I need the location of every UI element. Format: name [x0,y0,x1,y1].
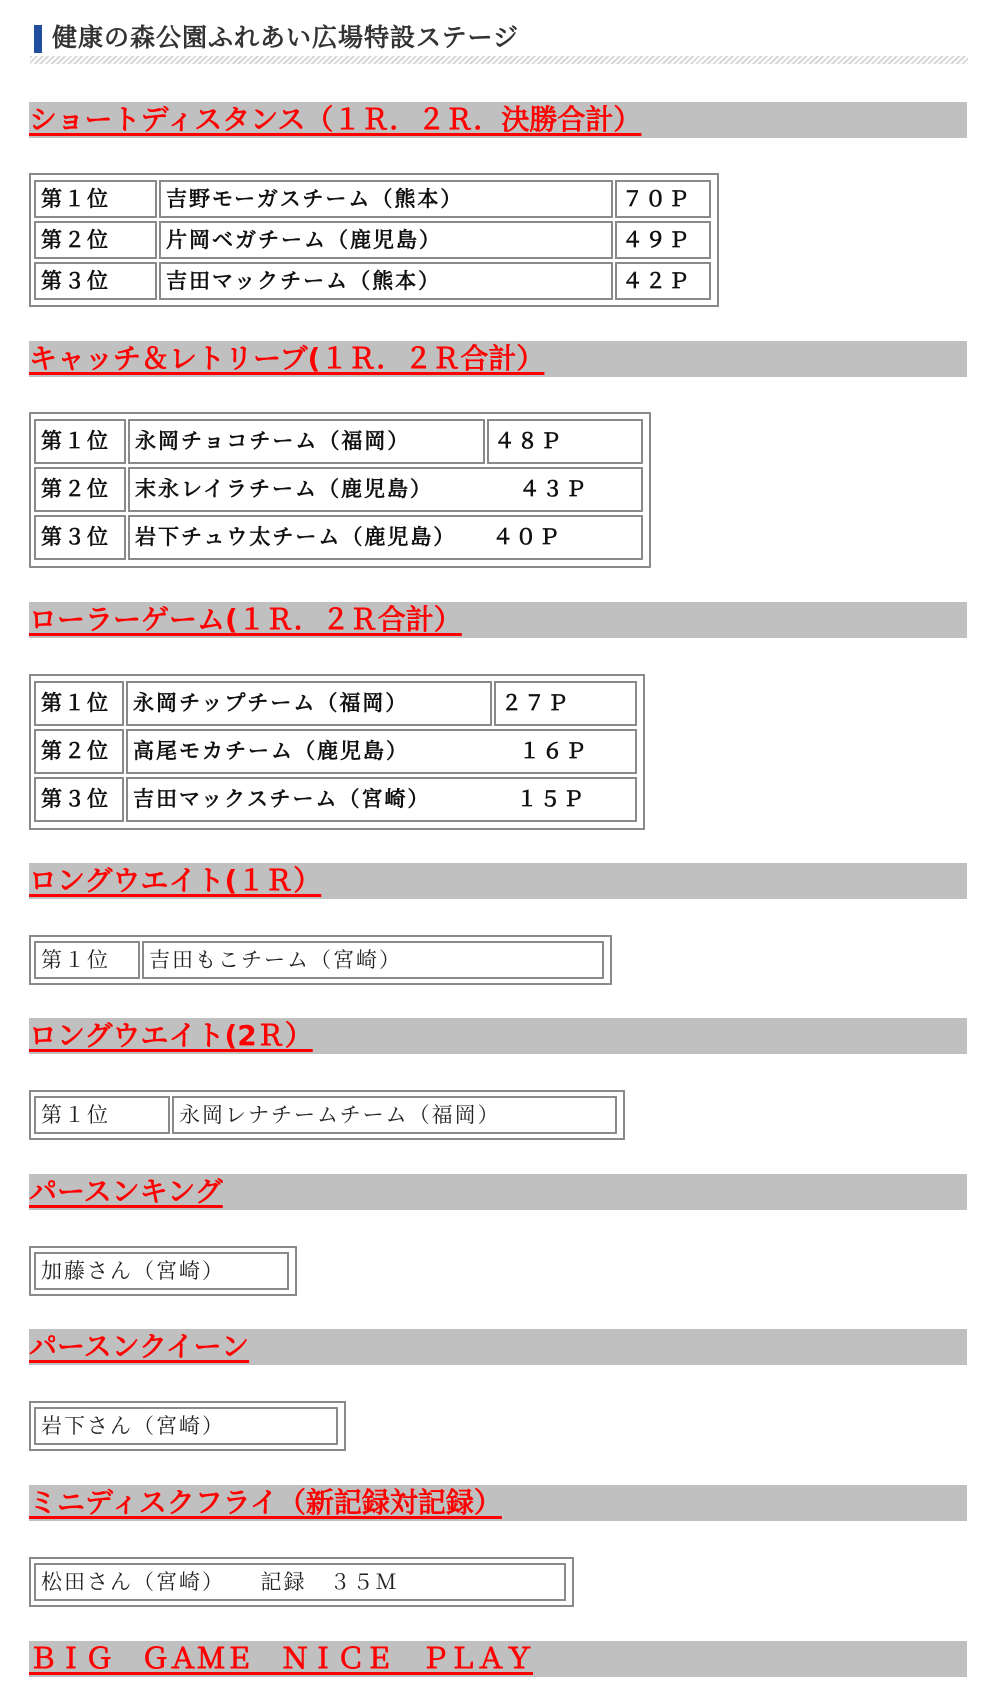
rank-cell: 第１位 [34,941,140,979]
results-table-roller-game [29,674,645,830]
team-name: 高尾モカチーム（鹿児島） [133,739,409,763]
rank-cell: 第１位 [34,681,124,726]
results-table-person-queen [29,1401,346,1451]
section-heading-short-distance [29,102,967,138]
section-heading-text[interactable]: ロングウエイト(１Ｒ） [29,864,322,897]
results-table-mini-disc-fly [29,1557,574,1607]
rank-cell: 第１位 [34,419,126,464]
rank-cell: 第３位 [34,515,126,560]
team-cell [126,777,637,822]
team-name: 岩下チュウ太チーム（鹿児島） [135,525,457,549]
team-cell: 永岡レナチームチーム（福岡） [172,1096,617,1134]
section-heading-mini-disc-fly [29,1485,967,1521]
results-table-long-wait-1r [29,935,612,985]
team-cell [126,729,637,774]
score-cell: ４８Ｐ [487,419,643,464]
section-heading-text[interactable]: パースンクイーン [29,1330,250,1363]
section-heading-text[interactable]: ロングウエイト(2Ｒ） [29,1019,313,1052]
title-accent-bar [34,25,42,53]
results-table-long-wait-2r [29,1090,625,1140]
winner-cell: 加藤さん（宮崎） [34,1252,289,1290]
section-heading-long-wait-1r [29,863,967,899]
score-cell: ４９Ｐ [615,221,711,259]
team-cell: 吉田もこチーム（宮崎） [142,941,604,979]
section-heading-big-game-nice-play [29,1641,967,1677]
team-cell: 吉野モーガスチーム（熊本） [159,180,613,218]
score-cell: ２７Ｐ [494,681,637,726]
section-heading-text[interactable]: キャッチ＆レトリーブ(１Ｒ．２Ｒ合計） [29,342,545,375]
section-heading-text[interactable]: ショートディスタンス（１Ｒ．２Ｒ．決勝合計） [29,103,642,136]
score-cell: ７０Ｐ [615,180,711,218]
title-underline-rule [30,56,968,64]
rank-cell: 第３位 [34,777,124,822]
team-cell [128,515,643,560]
rank-cell: 第１位 [34,1096,170,1134]
score-text: ４３Ｐ [518,477,588,501]
rank-cell: 第２位 [34,729,124,774]
rank-cell: 第１位 [34,180,157,218]
rank-cell: 第２位 [34,221,157,259]
section-heading-text[interactable]: ＢＩＧ ＧＡＭＥ ＮＩＣＥ ＰＬＡＹ [29,1642,534,1675]
score-cell: ４２Ｐ [615,262,711,300]
results-table-short-distance [29,173,719,307]
page-title-text: 健康の森公園ふれあい広場特設ステージ [52,23,520,52]
winner-cell: 松田さん（宮崎） 記録 ３５Ｍ [34,1563,566,1601]
team-cell [128,467,643,512]
section-heading-text[interactable]: ローラーゲーム(１Ｒ．２Ｒ合計） [29,603,462,636]
team-name: 吉田マックスチーム（宮崎） [133,787,431,811]
score-text: １５Ｐ [516,787,586,811]
score-text: ４０Ｐ [492,525,562,549]
section-heading-catch-retrieve [29,341,967,377]
team-cell: 片岡ベガチーム（鹿児島） [159,221,613,259]
team-cell: 永岡チョコチーム（福岡） [128,419,485,464]
section-heading-text[interactable]: ミニディスクフライ（新記録対記録） [29,1486,502,1519]
section-heading-roller-game [29,602,967,638]
team-cell: 吉田マックチーム（熊本） [159,262,613,300]
results-table-person-king [29,1246,297,1296]
score-text: １６Ｐ [519,739,588,763]
section-heading-person-queen [29,1329,967,1365]
section-heading-person-king [29,1174,967,1210]
rank-cell: 第２位 [34,467,126,512]
rank-cell: 第３位 [34,262,157,300]
results-table-catch-retrieve [29,412,651,568]
team-name: 末永レイラチーム（鹿児島） [135,477,433,501]
page-title [30,18,968,64]
section-heading-long-wait-2r [29,1018,967,1054]
winner-cell: 岩下さん（宮崎） [34,1407,338,1445]
team-cell: 永岡チップチーム（福岡） [126,681,492,726]
section-heading-text[interactable]: パースンキング [29,1175,223,1208]
